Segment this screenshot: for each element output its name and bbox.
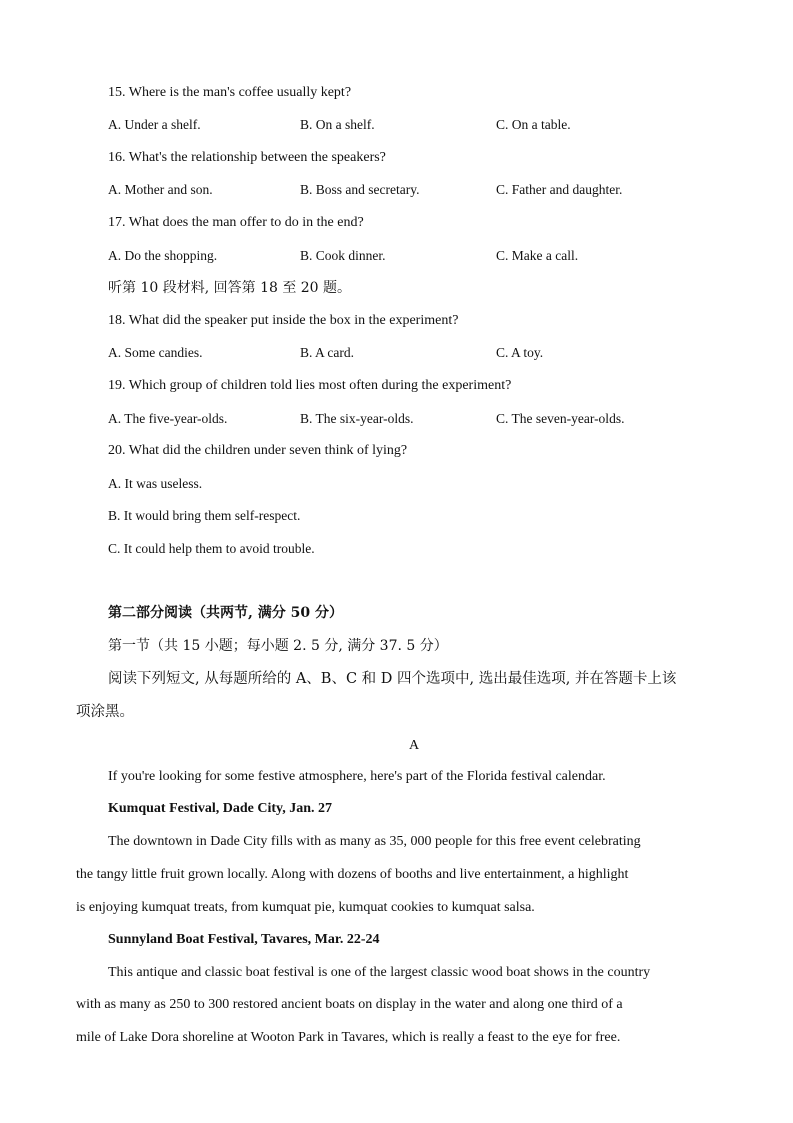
- instructions-line-2: 项涂黑。: [76, 704, 134, 720]
- question-17: 17. What does the man offer to do in the end?: [108, 215, 364, 230]
- festival-2-line-3: mile of Lake Dora shoreline at Wooton Park in Tavares, which is really a feast to the eye for free.: [76, 1030, 621, 1045]
- question-16: 16. What's the relationship between the speakers?: [108, 150, 386, 165]
- q15-option-a: A. Under a shelf.: [108, 117, 201, 132]
- festival-2-line-1: This antique and classic boat festival is one of the largest classic wood boat shows in the country: [108, 965, 651, 980]
- q17-option-c: C. Make a call.: [496, 248, 579, 263]
- festival-1-line-1: The downtown in Dade City fills with as many as 35, 000 people for this free event celebrating: [108, 834, 641, 849]
- q20-option-b: B. It would bring them self-respect.: [108, 508, 301, 523]
- q18-option-b: B. A card.: [300, 345, 354, 360]
- q18-option-c: C. A toy.: [496, 345, 544, 360]
- passage-label: A: [409, 738, 420, 753]
- q19-option-c: C. The seven-year-olds.: [496, 411, 625, 426]
- q16-option-a: A. Mother and son.: [108, 182, 213, 197]
- q15-option-c: C. On a table.: [496, 117, 571, 132]
- q16-option-c: C. Father and daughter.: [496, 182, 623, 197]
- part-2-title: 第二部分阅读（共两节, 满分 50 分）: [108, 605, 343, 621]
- q17-option-a: A. Do the shopping.: [108, 248, 218, 263]
- festival-1-title: Kumquat Festival, Dade City, Jan. 27: [108, 801, 333, 816]
- q20-option-a: A. It was useless.: [108, 476, 203, 491]
- section-1-title: 第一节（共 15 小题；每小题 2. 5 分, 满分 37. 5 分）: [108, 638, 448, 654]
- question-18: 18. What did the speaker put inside the box in the experiment?: [108, 313, 459, 328]
- q19-option-a: A. The five-year-olds.: [108, 411, 228, 426]
- festival-2-title: Sunnyland Boat Festival, Tavares, Mar. 22-24: [108, 932, 380, 947]
- festival-1-line-3: is enjoying kumquat treats, from kumquat pie, kumquat cookies to kumquat salsa.: [76, 900, 535, 915]
- q19-option-b: B. The six-year-olds.: [300, 411, 414, 426]
- passage-intro: If you're looking for some festive atmosphere, here's part of the Florida festival calendar.: [108, 769, 606, 784]
- q20-option-c: C. It could help them to avoid trouble.: [108, 541, 315, 556]
- q17-option-b: B. Cook dinner.: [300, 248, 386, 263]
- festival-2-line-2: with as many as 250 to 300 restored ancient boats on display in the water and along one third of a: [76, 997, 623, 1012]
- question-15: 15. Where is the man's coffee usually kept?: [108, 85, 352, 100]
- festival-1-line-2: the tangy little fruit grown locally. Along with dozens of booths and live entertainment, a highlight: [76, 867, 629, 882]
- question-20: 20. What did the children under seven think of lying?: [108, 443, 408, 458]
- q15-option-b: B. On a shelf.: [300, 117, 375, 132]
- question-19: 19. Which group of children told lies most often during the experiment?: [108, 378, 512, 393]
- instructions-line-1: 阅读下列短文, 从每题所给的 A、B、C 和 D 四个选项中, 选出最佳选项, 并在答题卡上该: [108, 671, 677, 687]
- q18-option-a: A. Some candies.: [108, 345, 203, 360]
- q16-option-b: B. Boss and secretary.: [300, 182, 420, 197]
- section-10-intro: 听第 10 段材料, 回答第 18 至 20 题。: [108, 280, 352, 296]
